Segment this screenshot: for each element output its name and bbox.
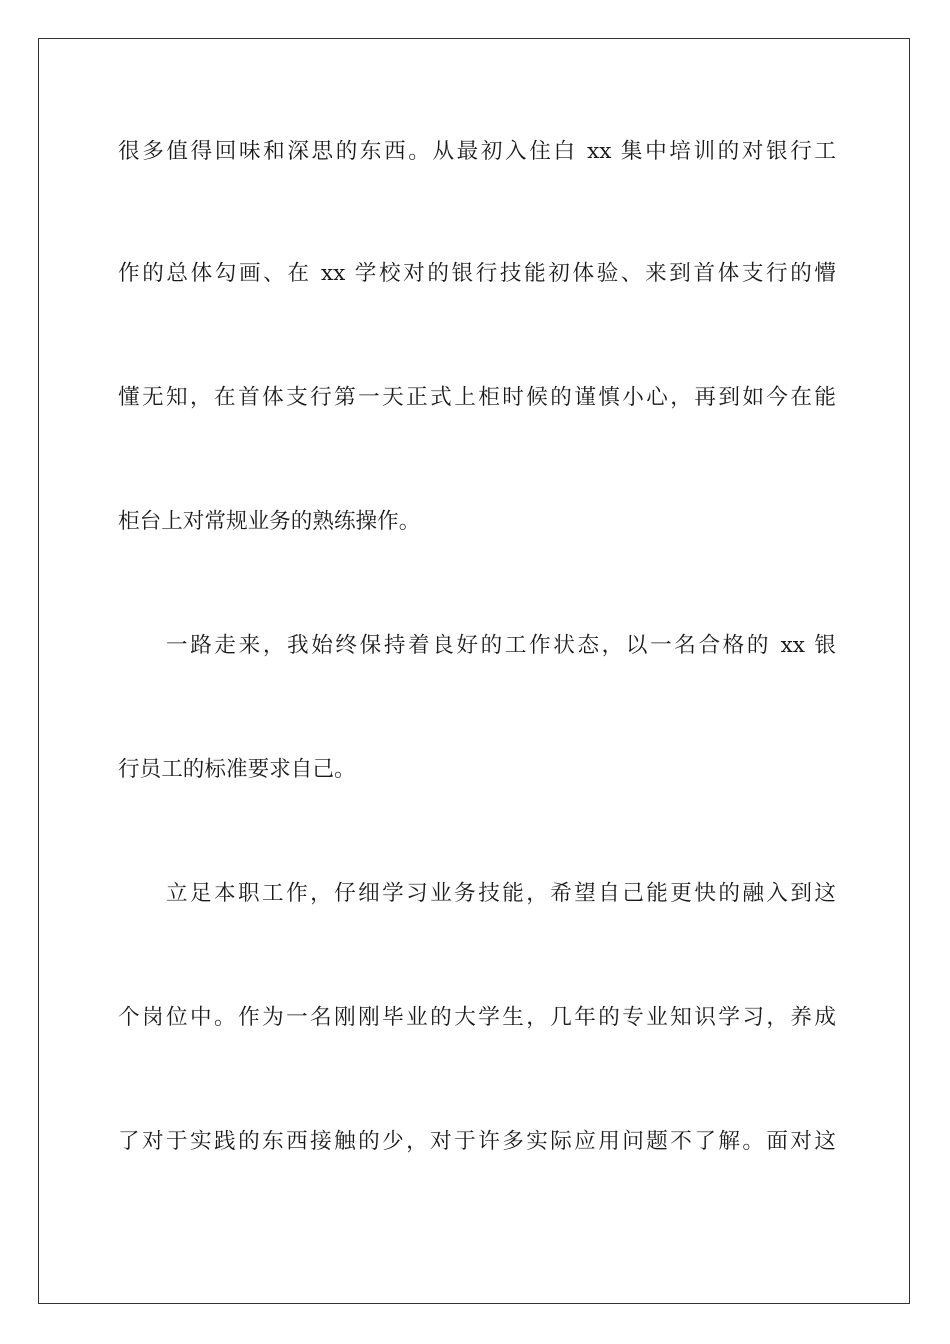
paragraph-line: 个岗位中。作为一名刚刚毕业的大学生，几年的专业知识学习，养成 <box>118 1005 836 1030</box>
paragraph-line: 柜台上对常规业务的熟练操作。 <box>118 509 421 534</box>
paragraph-line: 一路走来，我始终保持着良好的工作状态，以一名合格的 xx 银 <box>166 633 836 658</box>
paragraph-line: 立足本职工作，仔细学习业务技能，希望自己能更快的融入到这 <box>166 881 836 906</box>
paragraph-line: 行员工的标准要求自己。 <box>118 757 356 782</box>
paragraph-line: 很多值得回味和深思的东西。从最初入住白 xx 集中培训的对银行工 <box>118 139 836 164</box>
paragraph-line: 懂无知，在首体支行第一天正式上柜时候的谨慎小心，再到如今在能 <box>118 385 836 410</box>
page-border <box>38 38 910 1304</box>
paragraph-line: 了对于实践的东西接触的少，对于许多实际应用问题不了解。面对这 <box>118 1129 836 1154</box>
paragraph-line: 作的总体勾画、在 xx 学校对的银行技能初体验、来到首体支行的懵 <box>118 261 836 286</box>
